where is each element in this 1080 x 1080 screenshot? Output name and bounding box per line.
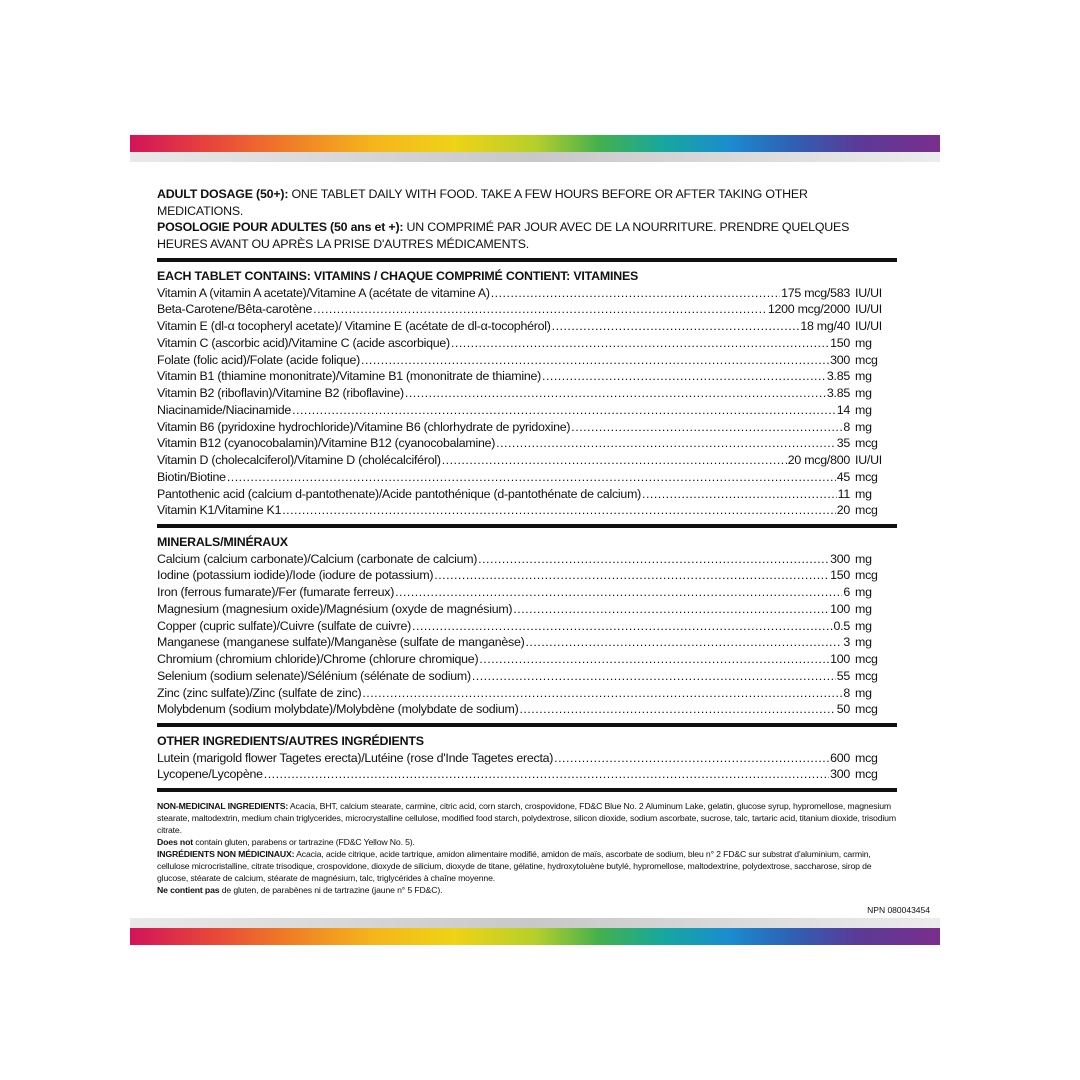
ingredient-amount: 3.85	[826, 369, 850, 384]
ingredient-name: Pantothenic acid (calcium d-pantothenate)/Acide pantothénique (d-pantothénate de calcium)	[157, 486, 642, 501]
ingredient-row	[157, 335, 897, 352]
ingredient-unit: mg	[855, 635, 872, 650]
section-divider	[157, 723, 897, 727]
dot-leader	[542, 368, 826, 385]
bottom-rainbow-band	[130, 928, 940, 945]
vitamins-list	[157, 285, 897, 520]
dot-leader	[361, 352, 829, 369]
ingredient-amount: 150	[830, 568, 850, 583]
dot-leader	[313, 301, 767, 318]
ingredient-amount: 35	[836, 436, 850, 451]
dot-leader	[472, 668, 836, 685]
ingredient-amount: 175 mcg/583	[781, 285, 850, 300]
nmi-en-free-label: Does not	[157, 837, 193, 847]
nmi-en-label: NON-MEDICINAL INGREDIENTS:	[157, 801, 289, 811]
ingredient-unit: mg	[855, 402, 872, 417]
ingredient-name: Vitamin B12 (cyanocobalamin)/Vitamine B12 (cyanocobalamine)	[157, 436, 496, 451]
ingredient-amount: 6	[843, 585, 850, 599]
ingredient-amount: 20	[836, 503, 850, 518]
ingredient-amount: 150	[830, 335, 850, 350]
dot-leader	[412, 618, 833, 635]
ingredient-amount: 11	[837, 486, 850, 501]
ingredient-row	[157, 285, 897, 302]
ingredient-name: Zinc (zinc sulfate)/Zinc (sulfate de zinc)	[157, 685, 362, 700]
ingredient-amount: 100	[830, 652, 850, 666]
ingredient-unit: mg	[855, 369, 872, 384]
ingredient-name: Magnesium (magnesium oxide)/Magnésium (oxyde de magnésium)	[157, 601, 513, 616]
ingredient-unit: mg	[855, 585, 872, 599]
ingredient-amount: 1200 mcg/2000	[767, 302, 850, 317]
ingredient-row	[157, 551, 897, 568]
ingredient-row	[157, 352, 897, 369]
ingredient-name: Vitamin B1 (thiamine mononitrate)/Vitamine B1 (mononitrate de thiamine)	[157, 369, 541, 384]
ingredient-name: Chromium (chromium chloride)/Chrome (chlorure chromique)	[157, 652, 479, 666]
dot-leader	[451, 335, 829, 352]
ingredient-amount: 14	[836, 402, 850, 417]
ingredient-name: Vitamin K1/Vitamine K1	[157, 503, 282, 518]
ingredient-row	[157, 435, 897, 452]
dot-leader	[554, 750, 829, 767]
ingredient-row	[157, 750, 897, 767]
ingredient-unit: mcg	[855, 352, 878, 367]
ingredient-row	[157, 318, 897, 335]
ingredient-unit: mg	[855, 386, 872, 400]
ingredient-amount: 300	[830, 767, 850, 782]
other-ingredients-heading: OTHER INGREDIENTS/AUTRES INGRÉDIENTS	[157, 734, 424, 748]
ingredient-row	[157, 584, 897, 601]
ingredient-name: Vitamin B6 (pyridoxine hydrochloride)/Vitamine B6 (chlorhydrate de pyridoxine)	[157, 419, 571, 434]
ingredient-name: Lutein (marigold flower Tagetes erecta)/Lutéine (rose d'Inde Tagetes erecta)	[157, 750, 554, 765]
ingredient-row	[157, 766, 897, 783]
ingredient-name: Manganese (manganese sulfate)/Manganèse (sulfate de manganèse)	[157, 635, 525, 650]
npn-number: NPN 080043454	[867, 905, 930, 915]
dot-leader	[491, 285, 780, 302]
dot-leader	[571, 419, 842, 436]
ingredient-name: Iodine (potassium iodide)/Iode (iodure de potassium)	[157, 568, 434, 583]
ingredient-row	[157, 502, 897, 519]
ingredient-name: Niacinamide/Niacinamide	[157, 402, 292, 417]
dot-leader	[395, 584, 842, 601]
ingredient-unit: mcg	[855, 668, 878, 683]
dot-leader	[442, 452, 787, 469]
dot-leader	[434, 567, 829, 584]
ingredient-amount: 3	[843, 635, 850, 650]
ingredient-unit: mcg	[855, 568, 878, 583]
nmi-fr-free-label: Ne contient pas	[157, 885, 220, 895]
ingredient-unit: IU/UI	[855, 453, 882, 467]
ingredient-unit: mcg	[855, 503, 878, 518]
ingredient-name: Vitamin C (ascorbic acid)/Vitamine C (acide ascorbique)	[157, 335, 450, 350]
top-grey-band	[130, 152, 940, 162]
dot-leader	[227, 469, 836, 486]
ingredient-name: Vitamin B2 (riboflavin)/Vitamine B2 (riboflavine)	[157, 386, 404, 400]
ingredient-row	[157, 452, 897, 469]
ingredient-name: Folate (folic acid)/Folate (acide folique)	[157, 352, 360, 367]
ingredient-name: Iron (ferrous fumarate)/Fer (fumarate ferreux)	[157, 585, 395, 599]
ingredient-row	[157, 368, 897, 385]
ingredient-name: Vitamin D (cholecalciferol)/Vitamine D (cholécalciférol)	[157, 453, 441, 467]
minerals-list	[157, 551, 897, 719]
ingredient-row	[157, 301, 897, 318]
ingredient-unit: mg	[855, 551, 872, 566]
dot-leader	[362, 685, 842, 702]
ingredient-row	[157, 601, 897, 618]
ingredient-unit: mcg	[855, 652, 878, 666]
ingredient-name: Molybdenum (sodium molybdate)/Molybdène (molybdate de sodium)	[157, 702, 519, 717]
ingredient-amount: 50	[836, 702, 850, 717]
ingredient-unit: mg	[855, 685, 872, 700]
ingredient-unit: mg	[855, 618, 872, 633]
ingredient-amount: 55	[836, 668, 850, 683]
ingredient-row	[157, 469, 897, 486]
ingredient-row	[157, 651, 897, 668]
nmi-en-free-text: contain gluten, parabens or tartrazine (FD&C Yellow No. 5).	[192, 837, 415, 847]
ingredient-name: Vitamin E (dl-α tocopheryl acetate)/ Vitamine E (acétate de dl-α-tocophérol)	[157, 319, 551, 333]
ingredient-amount: 600	[830, 750, 850, 765]
ingredient-row	[157, 486, 897, 503]
ingredient-name: Beta-Carotene/Bêta-carotène	[157, 302, 313, 317]
ingredient-unit: mcg	[855, 436, 878, 451]
non-medicinal-ingredients	[157, 800, 897, 896]
section-divider	[157, 788, 897, 792]
adult-dosage-label: ADULT DOSAGE (50+):	[157, 187, 289, 201]
dot-leader	[479, 651, 829, 668]
ingredient-name: Lycopene/Lycopène	[157, 767, 263, 782]
dosage-instructions	[157, 186, 897, 252]
ingredient-row	[157, 402, 897, 419]
ingredient-row	[157, 701, 897, 718]
ingredient-row	[157, 634, 897, 651]
fr-dosage-text: UN COMPRIMÉ PAR JOUR AVEC DE LA NOURRITURE. PRENDRE QUELQUES HEURES AVANT OU APRÈS LA PRISE D'AUTRES MÉDICAMENTS.	[157, 220, 850, 251]
bottom-grey-band	[130, 918, 940, 928]
vitamins-heading: EACH TABLET CONTAINS: VITAMINS / CHAQUE COMPRIMÉ CONTIENT: VITAMINES	[157, 269, 639, 283]
ingredient-amount: 3.85	[826, 386, 850, 400]
dot-leader	[292, 402, 836, 419]
dot-leader	[496, 435, 836, 452]
ingredient-amount: 45	[836, 469, 850, 484]
ingredient-name: Biotin/Biotine	[157, 469, 226, 484]
ingredient-unit: mg	[855, 486, 872, 501]
dot-leader	[264, 766, 829, 783]
ingredient-row	[157, 419, 897, 436]
ingredient-unit: IU/UI	[855, 285, 882, 300]
ingredient-name: Calcium (calcium carbonate)/Calcium (carbonate de calcium)	[157, 551, 478, 566]
ingredient-name: Copper (cupric sulfate)/Cuivre (sulfate de cuivre)	[157, 618, 412, 633]
dot-leader	[405, 385, 826, 402]
ingredient-amount: 100	[830, 601, 850, 616]
dot-leader	[282, 502, 835, 519]
dot-leader	[525, 634, 842, 651]
ingredient-unit: mg	[855, 419, 872, 434]
nmi-fr-free-text: de gluten, de parabènes ni de tartrazine (jaune n° 5 FD&C).	[219, 885, 443, 895]
top-rainbow-band	[130, 135, 940, 152]
ingredient-amount: 8	[843, 685, 850, 700]
dot-leader	[519, 701, 835, 718]
ingredient-amount: 300	[830, 352, 850, 367]
ingredient-row	[157, 685, 897, 702]
nmi-fr-label: INGRÉDIENTS NON MÉDICINAUX:	[157, 849, 295, 859]
ingredient-row	[157, 668, 897, 685]
ingredient-unit: mcg	[855, 469, 878, 484]
ingredient-unit: mg	[855, 601, 872, 616]
nmi-en-text: Acacia, BHT, calcium stearate, carmine, citric acid, corn starch, crospovidone, FD&C Blue No. 2 Aluminum Lake, gelatin, glucose syrup, hypromellose, magnesium stearate, maltodextrin, medium chain triglycerides, microcrystalline cellulose, modified food starch, polydextrose, silicon dioxide, sodium ascorbate, sucrose, talc, tartaric acid, titanium dioxide, trisodium citrate.	[157, 801, 896, 835]
section-divider	[157, 524, 897, 528]
fr-dosage-label: POSOLOGIE POUR ADULTES (50 ans et +):	[157, 220, 404, 234]
ingredient-amount: 20 mcg/800	[787, 453, 850, 467]
dot-leader	[513, 601, 829, 618]
adult-dosage-text: ONE TABLET DAILY WITH FOOD. TAKE A FEW HOURS BEFORE OR AFTER TAKING OTHER MEDICATIONS.	[157, 187, 808, 218]
ingredient-name: Selenium (sodium selenate)/Sélénium (sélénate de sodium)	[157, 668, 471, 683]
ingredient-unit: mg	[855, 335, 872, 350]
section-divider	[157, 258, 897, 262]
ingredient-amount: 18 mg/40	[800, 319, 850, 333]
other-ingredients-list	[157, 750, 897, 784]
ingredient-name: Vitamin A (vitamin A acetate)/Vitamine A (acétate de vitamine A)	[157, 285, 490, 300]
ingredient-row	[157, 385, 897, 402]
ingredient-amount: 8	[843, 419, 850, 434]
ingredient-row	[157, 618, 897, 635]
dot-leader	[478, 551, 829, 568]
ingredient-row	[157, 567, 897, 584]
ingredient-unit: mcg	[855, 767, 878, 782]
ingredient-amount: 0.5	[833, 618, 850, 633]
ingredient-unit: mcg	[855, 702, 878, 717]
dot-leader	[642, 486, 837, 503]
supplement-facts-panel	[157, 186, 897, 896]
ingredient-amount: 300	[830, 551, 850, 566]
ingredient-unit: IU/UI	[855, 302, 882, 317]
ingredient-unit: mcg	[855, 750, 878, 765]
minerals-heading: MINERALS/MINÉRAUX	[157, 535, 288, 549]
nmi-fr-text: Acacia, acide citrique, acide tartrique, amidon alimentaire modifié, amidon de maïs, ascorbate de sodium, bleu n° 2 FD&C sur substrat d'aluminium, carmin, cellulose microcristalline, citrate trisodique, crospovidone, dioxyde de silicium, dioxyde de titane, gélatine, hydroxytoluène butylé, hypromellose, maltodextrine, polydextrose, saccharose, sirop de glucose, stéarate de calcium, stéarate de magnésium, talc, triglycérides à chaîne moyenne.	[157, 849, 872, 883]
ingredient-unit: IU/UI	[855, 319, 882, 333]
dot-leader	[552, 318, 800, 335]
